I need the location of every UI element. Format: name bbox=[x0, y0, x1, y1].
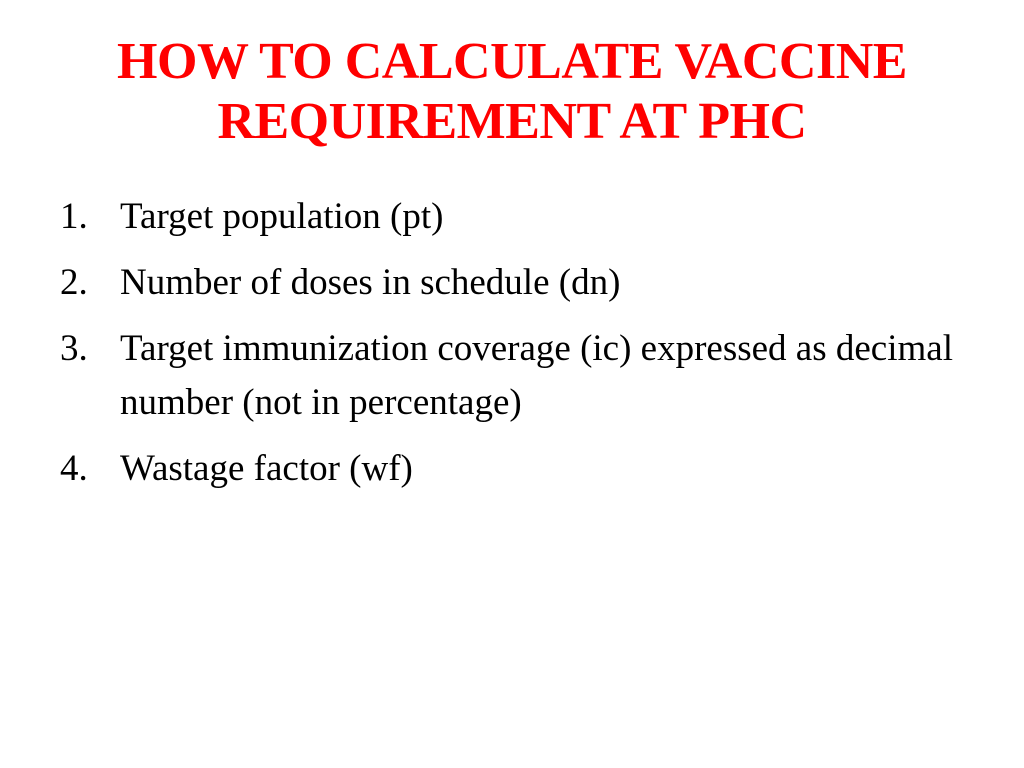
list-item-text: Target immunization coverage (ic) expressed as decimal number (not in percentage) bbox=[120, 328, 953, 423]
list-item-number: 4. bbox=[60, 448, 88, 489]
list-item bbox=[60, 256, 960, 310]
title-line-1: HOW TO CALCULATE VACCINE bbox=[117, 33, 907, 90]
list-item-text: Number of doses in schedule (dn) bbox=[120, 262, 621, 303]
bullet-list bbox=[60, 190, 960, 508]
list-item-number: 2. bbox=[60, 262, 88, 303]
list-item bbox=[60, 190, 960, 244]
list-item-text: Target population (pt) bbox=[120, 196, 444, 237]
list-item-text: Wastage factor (wf) bbox=[120, 448, 413, 489]
list-item-number: 1. bbox=[60, 196, 88, 237]
title-line-2: REQUIREMENT AT PHC bbox=[217, 93, 807, 150]
list-item-number: 3. bbox=[60, 328, 88, 369]
list-item bbox=[60, 442, 960, 496]
slide-title bbox=[40, 32, 984, 152]
list-item bbox=[60, 322, 960, 430]
